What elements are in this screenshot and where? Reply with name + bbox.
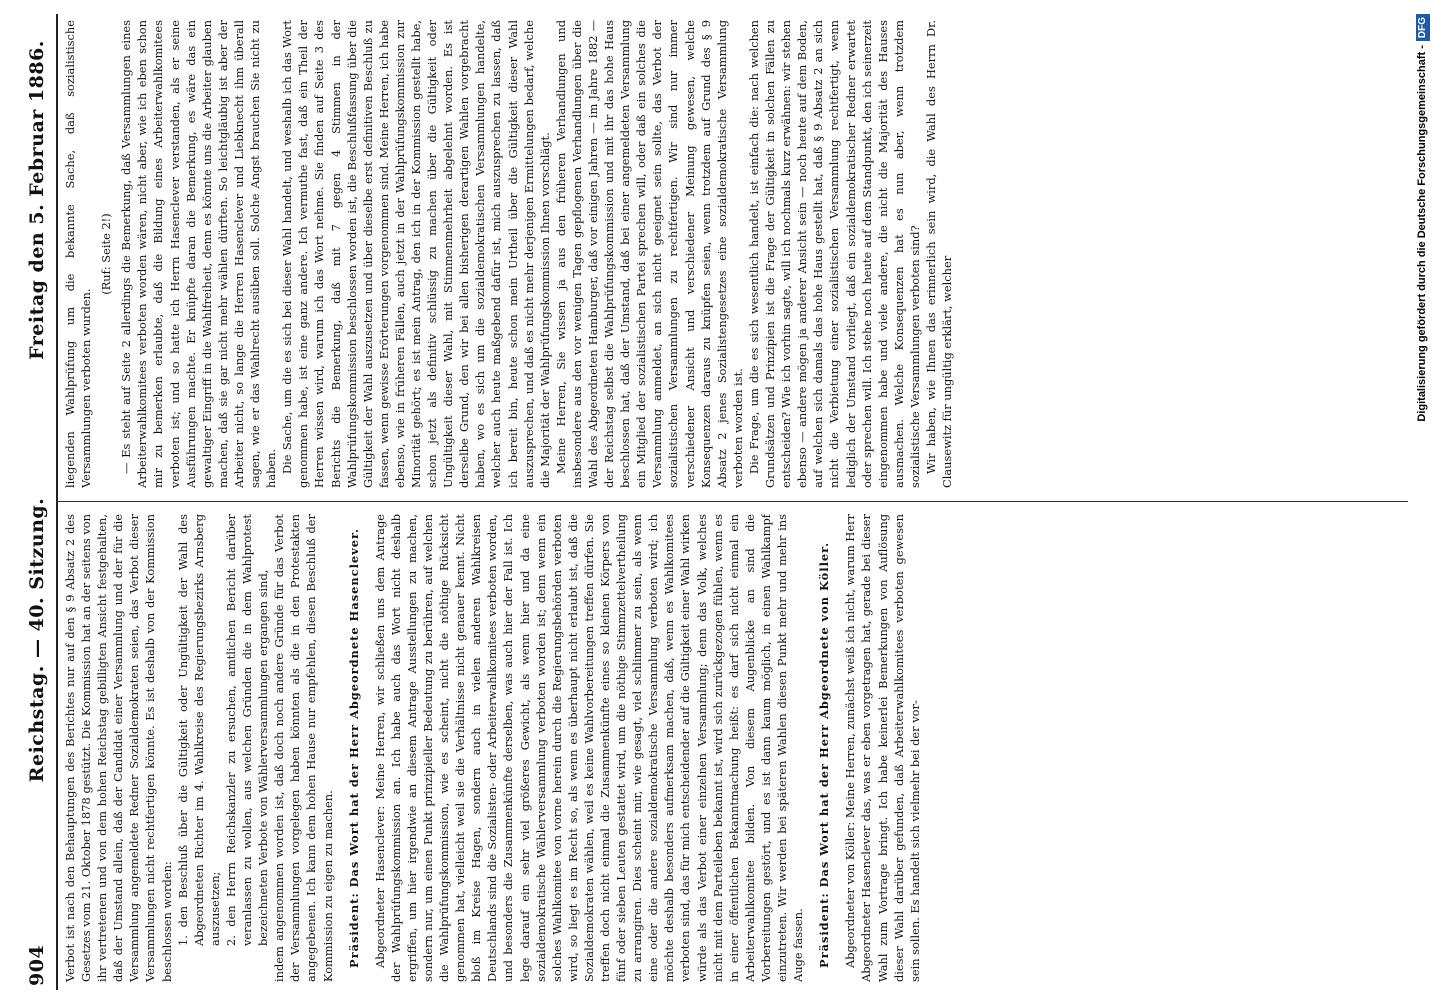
resolution-list	[175, 514, 272, 982]
left-column	[62, 514, 1412, 982]
president-remark: Präsident: Das Wort hat der Herr Abgeordnete Hasenclever.	[346, 528, 361, 968]
right-column	[62, 20, 1412, 488]
page-header	[0, 0, 60, 1000]
paragraph: liegenden Wahlprüfung um die bekannte Sache, daß sozialistische Versammlungen verboten wurden.	[63, 20, 94, 488]
session-date: Freitag den 5. Februar 1886.	[26, 40, 48, 360]
page-number: 904	[26, 944, 48, 986]
speech-hasenclever: Abgeordneter Hasenclever: Meine Herren, wir schließen uns dem Antrage der Wahlprüfungskommission an. Ich habe auch das Wort nicht deshalb ergriffen, um hier irgendwie an diesem Antrage Ausstellungen zu machen, sondern nur, um einen Punkt prinzipieller Bedeutung zu berühren, auf welchen die Wahlprüfungskommission, wie es scheint, nicht die nöthige Rücksicht genommen hat, vielleicht weil sie die Verhältnisse nicht genauer kennt. Nicht bloß im Kreise Hagen, sondern auch in vielen anderen Wahlkreisen Deutschlands sind die Sozialisten- oder Arbeiterwahlkomitees verboten worden, und besonders die Zusammenkünfte derselben, was auch hier der Fall ist. Ich lege darauf ein sehr viel größeres Gewicht, als wenn hier und da eine sozialdemokratische Wählerversammlung verboten worden ist; denn wenn ein solches Wahlkomitee von vorne herein durch die Regierungsbehörden verboten wird, so liegt es im Recht so, als wenn es überhaupt nicht erlaubt ist, daß die Sozialdemokraten wählen, weil es keine Wahlvorbereitungen treffen dürfen. Sie treffen doch nicht einmal die Zusammenkünfte eines so kleinen Körpers von fünf oder sieben Leuten gestattet wird, um die nöthige Stimmzettelvertheilung zu arrangiren. Dies scheint mir, wie gesagt, viel schlimmer zu sein, als wenn eine oder die andere sozialdemokratische Versammlung verboten wird; ich möchte deshalb besonders aufmerksam machen, daß, wenn es Wahlkomitees verboten sind, das für mich entscheidender auf die Gültigkeit einer Wahl wirken würde als das Verbot einer einzelnen Versammlung; denn das Volk, welches nicht mit dem Parteileben bekannt ist, wird sich zurückgezogen fühlen, wenn es in einer öffentlichen Bekanntmachung heißt: es darf sich nicht einmal ein Arbeiterwahlkomitee bilden. Von diesem Augenblicke an sind die Vorbereitungen gestört, und es ist dann kaum möglich, in einen Wahlkampf einzutreten. Wir werden bei späteren Wahlen diesen Punkt mehr und mehr ins Auge fassen.	[372, 514, 806, 982]
president-remark: Präsident: Das Wort hat der Herr Abgeordnete von Köller.	[817, 541, 832, 968]
paragraph: Meine Herren, Sie wissen ja aus den früheren Verhandlungen und insbesondere aus den vor wenigen Tagen gepflogenen Verhandlungen über die Wahl des Abgeordneten Hamburger, daß vor einigen Jahren — im Jahre 1882 — der Reichstag selbst die Wahlprüfungskommission und mit ihr das hohe Haus beschlossen hat, daß der Umstand, daß bei einer angemeldeten Versammlung ein Mitglied der sozialistischen Partei sprechen will, oder daß ein solches die Versammlung anmeldet, an sich nicht geeignet sein sollte, das Verbot der sozialistischen Versammlungen zu rechtfertigen. Wir sind nur immer verschiedener Ansicht und verschiedener Meinung gewesen, welche Konsequenzen daraus zu knüpfen seien, wenn trotzdem auf Grund des § 9 Absatz 2 jenes Sozialistengesetzes eine sozialdemokratische Versammlung verboten worden ist.	[553, 20, 745, 488]
interjection: (Ruf: Seite 2!)	[99, 213, 114, 295]
credit-text: Digitalisierung gefördert durch die Deutsche Forschungsgemeinschaft -	[1416, 45, 1428, 422]
speech-koeller: Abgeordneter von Köller: Meine Herren, zunächst weiß ich nicht, warum Herr Abgeordneter Hasenclever das, was er eben vorgetragen hat, gerade bei dieser Wahl zum Vortrage bringt. Ich habe keinerlei Bemerkungen von Auflösung dieser Wahl darüber gefunden, daß Arbeiterwahlkomitees verboten gewesen sein sollen. Es handelt sich vielmehr bei der vor-	[843, 514, 922, 982]
paragraph: — Es steht auf Seite 2 allerdings die Bemerkung, daß Versammlungen eines Arbeiterwahlkomitees verboten worden wären, nicht aber, wie ich eben schon mir zu bemerken erlaubte, daß die Bildung eines Arbeiterwahlkomitees verboten ist; und so hatte ich Herrn Hasenclever verstanden, als er seine Ausführungen machte. Er knüpfte daran die Bemerkung, es wäre das ein gewaltiger Eingriff in die Wahlfreiheit, denn es könnte uns die Arbeiter glauben machen, daß sie gar nicht mehr wählen dürften. So leichtgläubig ist aber der Arbeiter nicht, so lange die Herren Hasenclever und Liebknecht ihm überall sagen, wie er das Wahlrecht ausüben soll. Solche Angst brauchen Sie nicht zu haben.	[119, 20, 279, 488]
header-rule	[56, 14, 58, 990]
column-divider	[56, 501, 1408, 502]
list-item: 2. den Herrn Reichskanzler zu ersuchen, amtlichen Bericht darüber veranlassen zu wollen, aus welchen Gründen die in dem Wahlprotest bezeichneten Verbote von Wählerversammlungen ergangen sind,	[223, 514, 271, 946]
paragraph: Die Sache, um die es sich bei dieser Wahl handelt, und weshalb ich das Wort genommen habe, ist eine ganz andere. Ich vermuthe fast, daß ein Theil der Herren wissen wird, warum ich das Wort nehme. Sie finden auf Seite 3 des Berichts die Bemerkung, daß mit 7 gegen 4 Stimmen in der Wahlprüfungskommission beschlossen worden ist, die Beschlußfassung über die Gültigkeit der Wahl auszusetzen und über dieselbe erst definitiven Beschluß zu fassen, wenn gewisse Erörterungen vorgenommen sind. Meine Herren, ich habe ebenso, wie in früheren Fällen, auch jetzt in der Wahlprüfungskommission zur Minorität gehört; es ist mein Antrag, den ich in der Kommission gestellt habe, schon jetzt als definitiv schlüssig zu machen über die Gültigkeit oder Ungültigkeit dieser Wahl, mit Stimmenmehrheit abgelehnt worden. Es ist derselbe Grund, den wir bei allen bisherigen derartigen Wahlen vorgebracht haben, wo es sich um die sozialdemokratischen Versammlungen handelte, welcher auch heute maßgebend dafür ist, mich auszusprechen zu lassen, daß ich bereit bin, heute schon mein Urtheil über die Gültigkeit dieser Wahl auszusprechen, und daß es nicht mehr derjenigen Ermittelungen bedarf, welche die Majorität der Wahlprüfungskommission Ihnen vorschlägt.	[280, 20, 552, 488]
list-item: 1. den Beschluß über die Gültigkeit oder Ungültigkeit der Wahl des Abgeordneten Richter im 4. Wahlkreise des Regierungsbezirks Arnsberg auszusetzen;	[175, 514, 222, 946]
paragraph: Verbot ist nach den Behauptungen des Berichtes nur auf den § 9 Absatz 2 des Gesetzes vom 21. Oktober 1878 gestützt. Die Kommission hat an der seitens von ihr vertretenen und von dem hohen Reichstag gebilligten Ansicht festgehalten, daß der Umstand allein, daß der Candidat einer Versammlung und der für die Versammlung angemeldete Redner Sozialdemokraten seien, das Verbot dieser Versammlungen nicht rechtfertigen könnte. Es ist deshalb von der Kommission beschlossen worden:	[63, 514, 174, 982]
digitization-credit	[1412, 0, 1432, 1000]
paragraph: indem angenommen worden ist, daß doch noch andere Gründe für das Verbot der Versammlungen vorgelegen haben könnten als die in den Protestakten angegebenen. Ich kann dem hohen Hause nur empfehlen, diesen Beschluß der Kommission zu eigen zu machen.	[272, 514, 335, 982]
paragraph: Wir haben, wie Ihnen das erinnerlich sein wird, die Wahl des Herrn Dr. Clausewitz für ungültig erklärt, welcher	[923, 20, 955, 488]
dfg-logo: DFG	[1416, 14, 1430, 41]
paragraph: Die Frage, um die es sich wesentlich handelt, ist einfach die: nach welchen Grundsätzen und Prinzipien ist die Frage der Gültigkeit in solchen Fällen zu entscheiden? Wie ich vorhin sagte, will ich nochmals kurz erwähnen: wir stehen ebenso — andere mögen ja anderer Ansicht sein — noch heute auf dem Boden, auf welchen sich damals das hohe Haus gestellt hat, daß § 9 Absatz 2 an sich nicht die Verbietung einer sozialistischen Versammlung rechtfertigt, wenn lediglich der Umstand vorliegt, daß ein sozialdemokratischer Redner erwartet oder sprechen will. Ich stehe noch heute auf dem Standpunkt, den ich seinerzeit eingenommen habe und viele andere, die nicht die Majorität des Hauses ausmachen. Welche Konsequenzen hat es nun aber, wenn trotzdem sozialistische Versammlungen verboten sind?	[746, 20, 922, 488]
session-title: Reichstag. — 40. Sitzung.	[26, 497, 48, 783]
